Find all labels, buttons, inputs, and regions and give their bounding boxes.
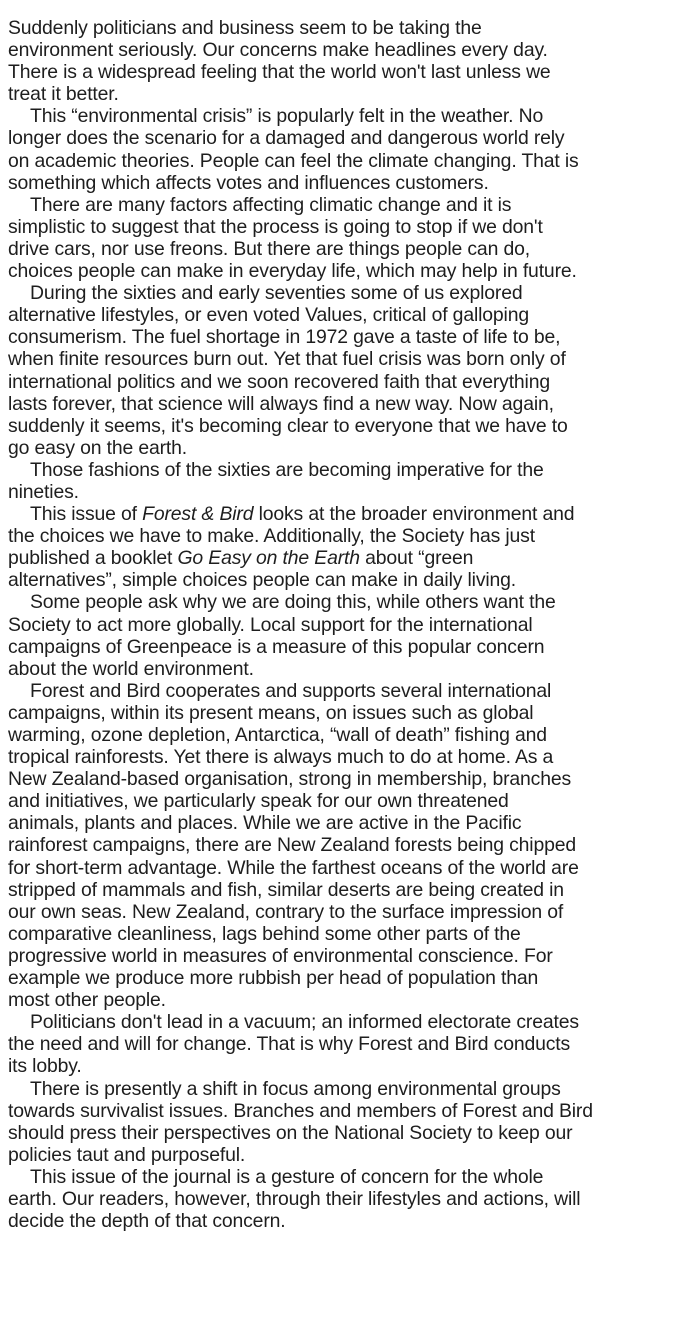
- text-line: This issue of the journal is a gesture of concern for the whole: [30, 1165, 544, 1188]
- text-line: most other people.: [8, 989, 166, 1012]
- text-line: treat it better.: [8, 83, 119, 106]
- text-line: environment seriously. Our concerns make headlines every day.: [8, 39, 548, 62]
- text-line: Politicians don't lead in a vacuum; an informed electorate creates: [30, 1011, 579, 1034]
- paragraph-international-campaigns: [8, 680, 700, 1011]
- text-line: international politics and we soon recovered faith that everything: [8, 370, 550, 393]
- text-line: about the world environment.: [8, 657, 254, 680]
- text-line: Some people ask why we are doing this, while others want the: [30, 591, 556, 614]
- text-run: published a booklet: [8, 547, 178, 570]
- text-line: rainforest campaigns, there are New Zealand forests being chipped: [8, 834, 576, 857]
- text-line: comparative cleanliness, lags behind some other parts of the: [8, 922, 521, 945]
- text-line: towards survivalist issues. Branches and members of Forest and Bird: [8, 1099, 593, 1122]
- text-line: There is presently a shift in focus among environmental groups: [30, 1077, 561, 1100]
- text-line: campaigns, within its present means, on issues such as global: [8, 701, 534, 724]
- text-line: when finite resources burn out. Yet that fuel crisis was born only of: [8, 348, 566, 371]
- text-line: example we produce more rubbish per head of population than: [8, 967, 539, 990]
- paragraph-some-people-ask: [8, 591, 700, 679]
- text-run: This issue of: [30, 503, 143, 526]
- text-line: tropical rainforests. Yet there is always much to do at home. As a: [8, 746, 554, 769]
- paragraph-shift-in-focus: [8, 1078, 700, 1166]
- text-line: policies taut and purposeful.: [8, 1143, 246, 1166]
- text-line: New Zealand-based organisation, strong in membership, branches: [8, 768, 572, 791]
- text-line: There is a widespread feeling that the world won't last unless we: [8, 61, 551, 84]
- paragraph-sixties-seventies: [8, 282, 700, 459]
- paragraph-fashions: [8, 459, 700, 503]
- text-line: This “environmental crisis” is popularly felt in the weather. No: [30, 105, 544, 128]
- paragraph-gesture-of-concern: [8, 1166, 700, 1232]
- text-line: choices people can make in everyday life, which may help in future.: [8, 260, 577, 283]
- text-line: the choices we have to make. Additionally, the Society has just: [8, 525, 535, 548]
- text-line: lasts forever, that science will always find a new way. Now again,: [8, 392, 554, 415]
- paragraph-climatic-change: [8, 194, 700, 282]
- text-line: alternative lifestyles, or even voted Values, critical of galloping: [8, 304, 529, 327]
- text-line: its lobby.: [8, 1055, 82, 1078]
- text-line: should press their perspectives on the National Society to keep our: [8, 1121, 573, 1144]
- text-line: warming, ozone depletion, Antarctica, “wall of death” fishing and: [8, 724, 547, 746]
- text-line: earth. Our readers, however, through their lifestyles and actions, will: [8, 1187, 581, 1210]
- text-line: simplistic to suggest that the process is going to stop if we don't: [8, 215, 543, 238]
- text-line: go easy on the earth.: [8, 436, 188, 459]
- text-line: on academic theories. People can feel the climate changing. That is: [8, 149, 579, 172]
- text-line: decide the depth of that concern.: [8, 1210, 286, 1233]
- text-line: progressive world in measures of environmental conscience. For: [8, 944, 553, 967]
- text-run: looks at the broader environment and: [253, 503, 575, 526]
- text-line: drive cars, nor use freons. But there are things people can do,: [8, 237, 530, 260]
- magazine-title: Forest & Bird: [142, 503, 254, 526]
- text-line: Society to act more globally. Local support for the international: [8, 613, 533, 636]
- text-line: Forest and Bird cooperates and supports several international: [30, 679, 552, 702]
- text-line: Suddenly politicians and business seem to be taking the: [8, 17, 482, 39]
- text-line: Those fashions of the sixties are becoming imperative for the: [30, 458, 544, 481]
- text-line: our own seas. New Zealand, contrary to the surface impression of: [8, 900, 564, 923]
- paragraph-intro: [8, 17, 700, 105]
- text-line: campaigns of Greenpeace is a measure of this popular concern: [8, 635, 545, 658]
- text-line: animals, plants and places. While we are active in the Pacific: [8, 812, 522, 835]
- text-line: [8, 547, 700, 569]
- paragraph-politicians: [8, 1011, 700, 1077]
- text-line: the need and will for change. That is why Forest and Bird conducts: [8, 1033, 571, 1056]
- text-line: nineties.: [8, 480, 79, 503]
- text-line: alternatives”, simple choices people can make in daily living.: [8, 569, 517, 592]
- paragraph-this-issue: [8, 503, 700, 591]
- paragraph-environmental-crisis: [8, 105, 700, 193]
- text-line: something which affects votes and influences customers.: [8, 171, 489, 194]
- text-line: suddenly it seems, it's becoming clear to everyone that we have to: [8, 414, 568, 437]
- text-line: and initiatives, we particularly speak for our own threatened: [8, 790, 509, 813]
- booklet-title: Go Easy on the Earth: [177, 547, 360, 570]
- text-line: There are many factors affecting climatic change and it is: [30, 193, 512, 216]
- text-line: longer does the scenario for a damaged and dangerous world rely: [8, 127, 565, 150]
- text-line: [8, 503, 700, 525]
- text-run: about “green: [359, 547, 474, 570]
- text-line: for short-term advantage. While the farthest oceans of the world are: [8, 856, 579, 879]
- text-line: During the sixties and early seventies some of us explored: [30, 282, 523, 305]
- text-line: consumerism. The fuel shortage in 1972 gave a taste of life to be,: [8, 326, 561, 349]
- text-line: stripped of mammals and fish, similar deserts are being created in: [8, 878, 564, 901]
